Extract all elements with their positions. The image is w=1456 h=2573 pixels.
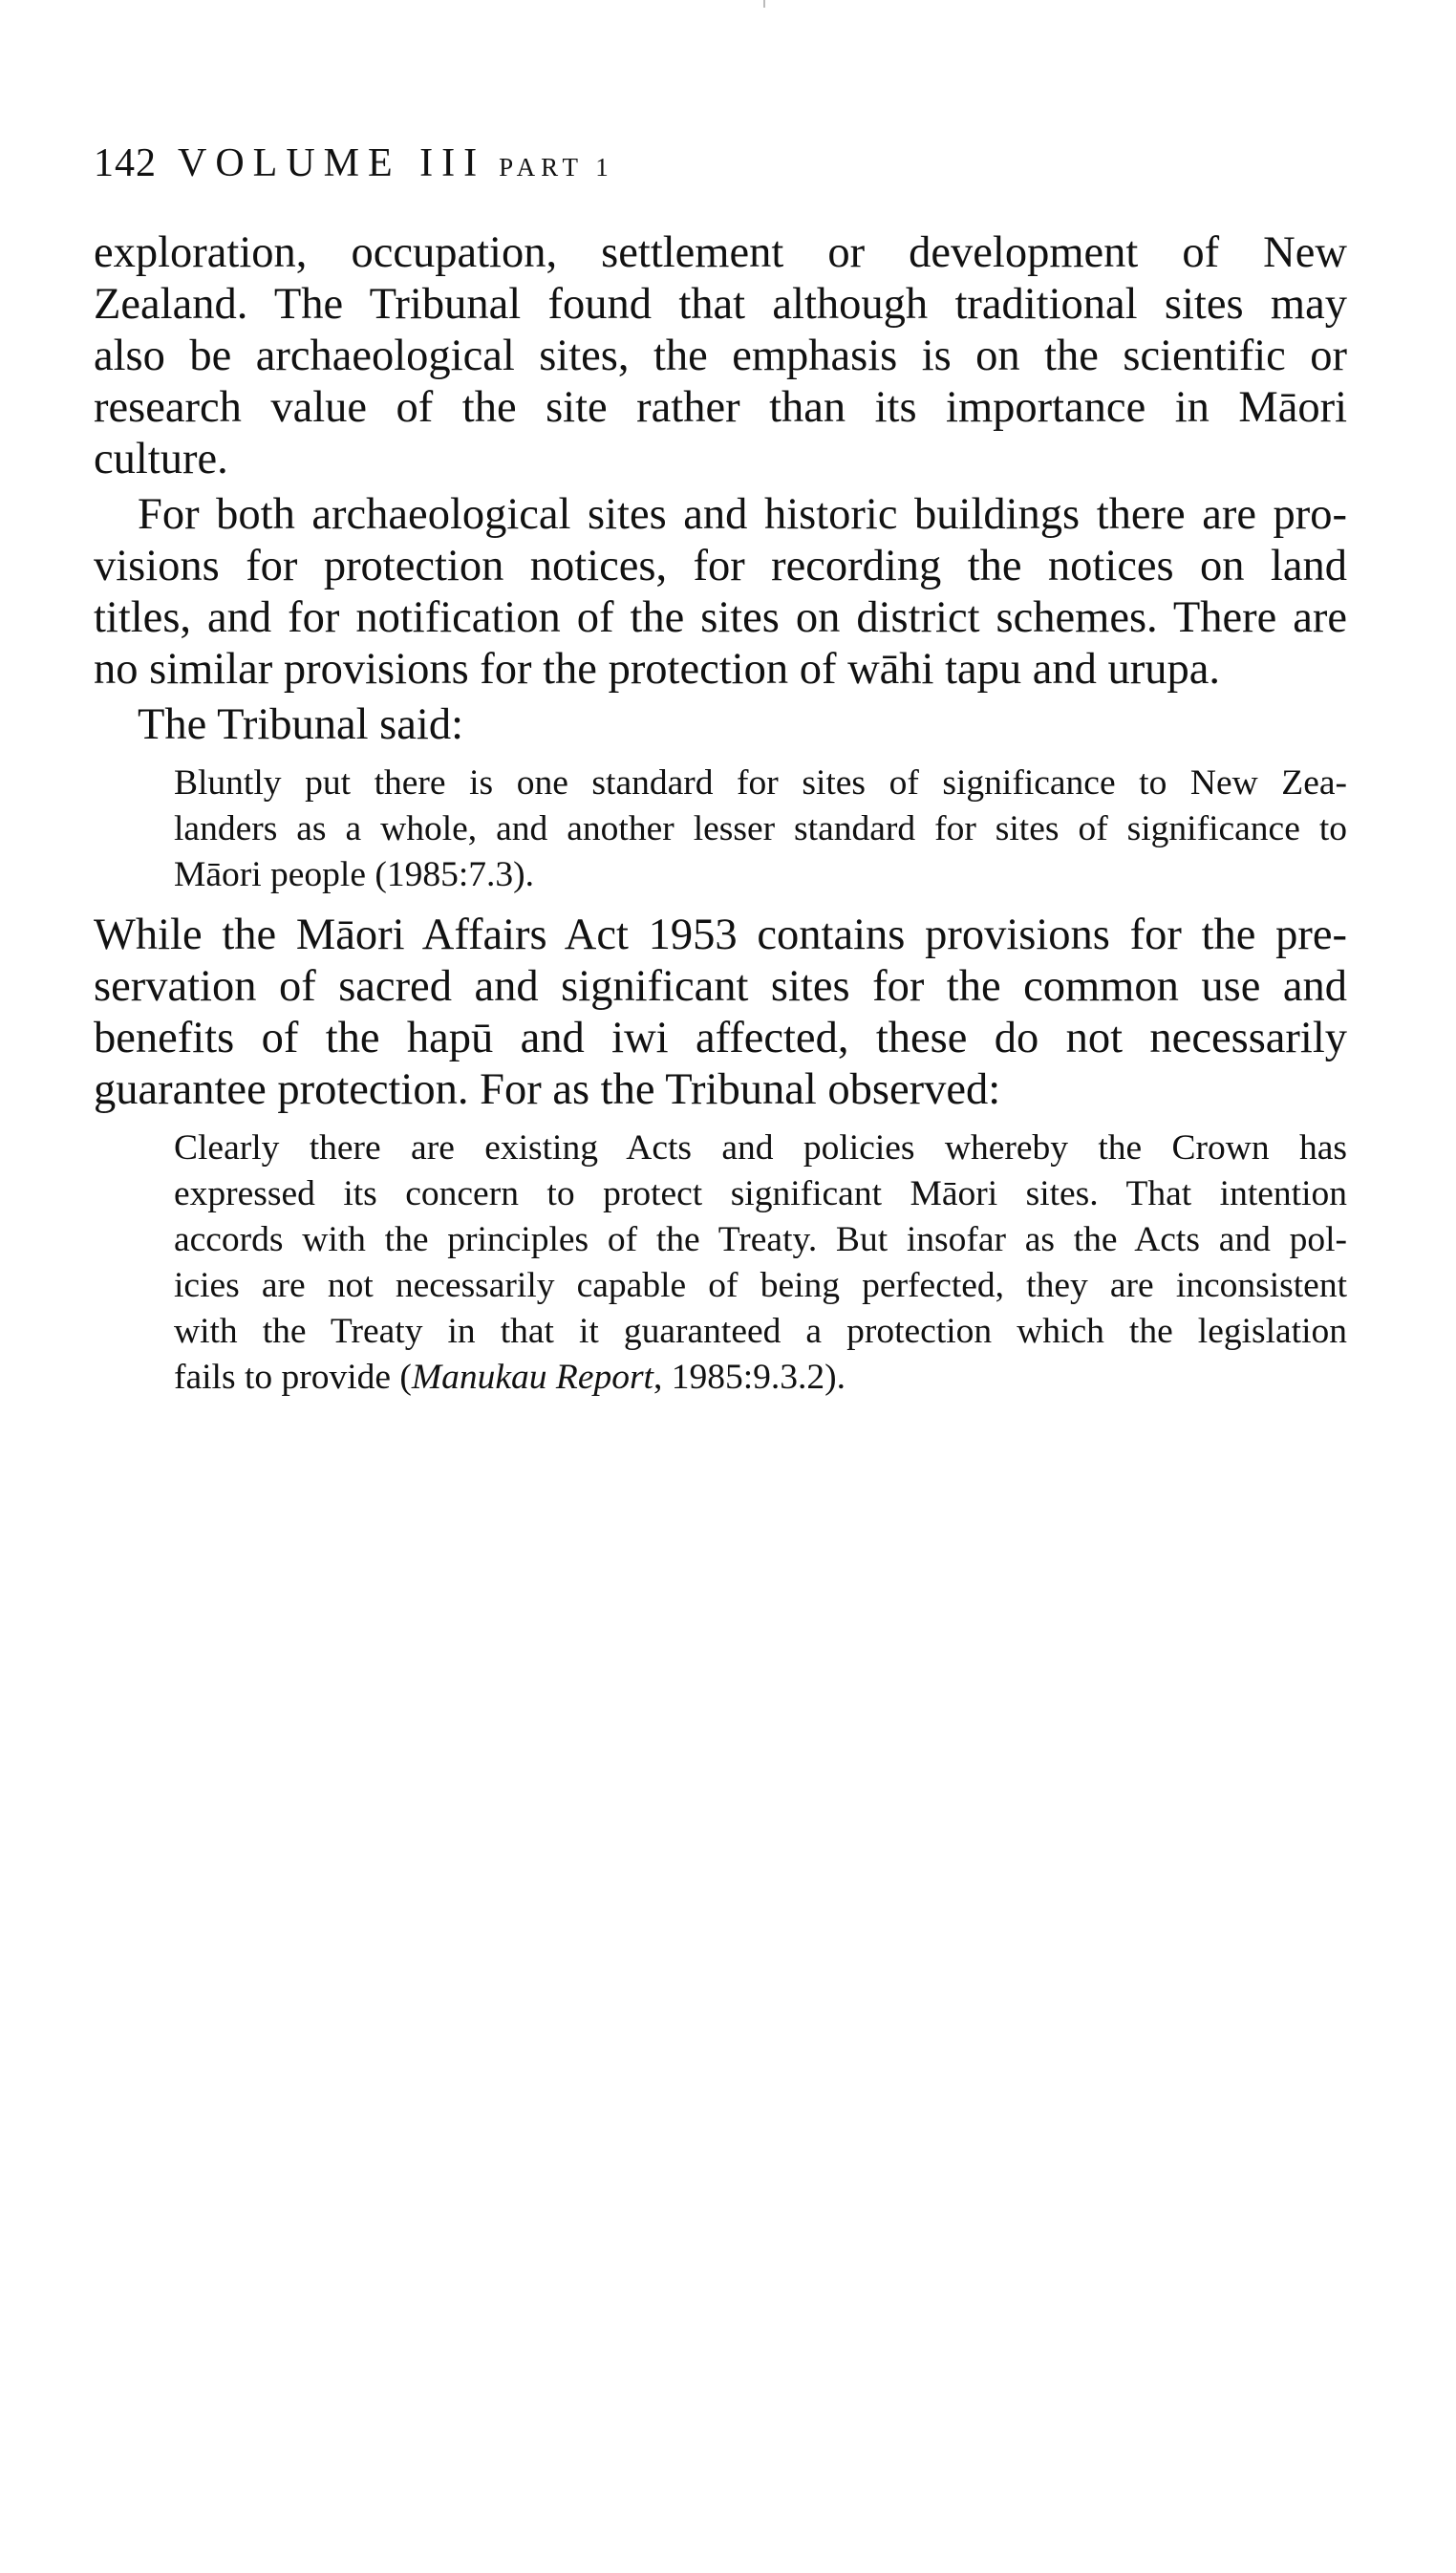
part-label: PART 1 bbox=[499, 153, 614, 182]
text-line: culture. bbox=[94, 435, 228, 483]
quote-line: accords with the principles of the Treaty. But insofar as the Acts and pol- bbox=[174, 1220, 1347, 1259]
quote-line: Māori people (1985:7.3). bbox=[174, 855, 534, 894]
quote-line: Bluntly put there is one standard for sites of significance to New Zea- bbox=[174, 763, 1347, 803]
paragraph-archaeological-emphasis bbox=[94, 227, 1347, 485]
text-line: Zealand. The Tribunal found that although traditional sites may bbox=[94, 280, 1347, 329]
citation-title: Manukau Report bbox=[411, 1358, 653, 1397]
text-line: also be archaeological sites, the emphasis is on the scientific or bbox=[94, 332, 1347, 380]
body-text bbox=[94, 227, 1347, 1401]
text-line: visions for protection notices, for recording the notices on land bbox=[94, 542, 1347, 590]
paragraph-protection-provisions bbox=[94, 489, 1347, 696]
text-line: While the Māori Affairs Act 1953 contains provisions for the pre- bbox=[94, 911, 1347, 959]
paragraph-maori-affairs-act bbox=[94, 910, 1347, 1116]
text-line: research value of the site rather than its importance in Māori bbox=[94, 383, 1347, 432]
quote-line: with the Treaty in that it guaranteed a protection which the legislation bbox=[174, 1312, 1347, 1351]
scan-speck bbox=[763, 0, 765, 8]
text-line: no similar provisions for the protection of wāhi tapu and urupa. bbox=[94, 645, 1221, 694]
quote-line-final bbox=[174, 1355, 1347, 1401]
text-line: For both archaeological sites and historic buildings there are pro- bbox=[138, 490, 1347, 539]
volume-label: VOLUME III bbox=[178, 141, 486, 185]
quote-line: Clearly there are existing Acts and policies whereby the Crown has bbox=[174, 1128, 1347, 1168]
page-number: 142 bbox=[94, 141, 157, 185]
block-quote-manukau bbox=[174, 1126, 1347, 1401]
text-line: benefits of the hapū and iwi affected, these do not necessarily bbox=[94, 1014, 1347, 1062]
text-line: titles, and for notification of the sites on district schemes. There are bbox=[94, 593, 1347, 642]
quote-line: icies are not necessarily capable of being perfected, they are inconsistent bbox=[174, 1266, 1347, 1305]
quote-final-suffix: , 1985:9.3.2). bbox=[653, 1358, 846, 1397]
quote-final-prefix: fails to provide ( bbox=[174, 1358, 412, 1397]
quote-line: expressed its concern to protect significant Māori sites. That intention bbox=[174, 1174, 1347, 1213]
running-head bbox=[94, 143, 1347, 183]
text-line: servation of sacred and significant sites for the common use and bbox=[94, 962, 1347, 1011]
paragraph-tribunal-said: The Tribunal said: bbox=[138, 700, 464, 749]
text-line: guarantee protection. For as the Tribunal observed: bbox=[94, 1065, 1001, 1114]
text-line: exploration, occupation, settlement or development of New bbox=[94, 228, 1347, 277]
block-quote-standards bbox=[174, 761, 1347, 898]
quote-line: landers as a whole, and another lesser standard for sites of significance to bbox=[174, 809, 1347, 848]
document-page bbox=[94, 143, 1347, 1412]
